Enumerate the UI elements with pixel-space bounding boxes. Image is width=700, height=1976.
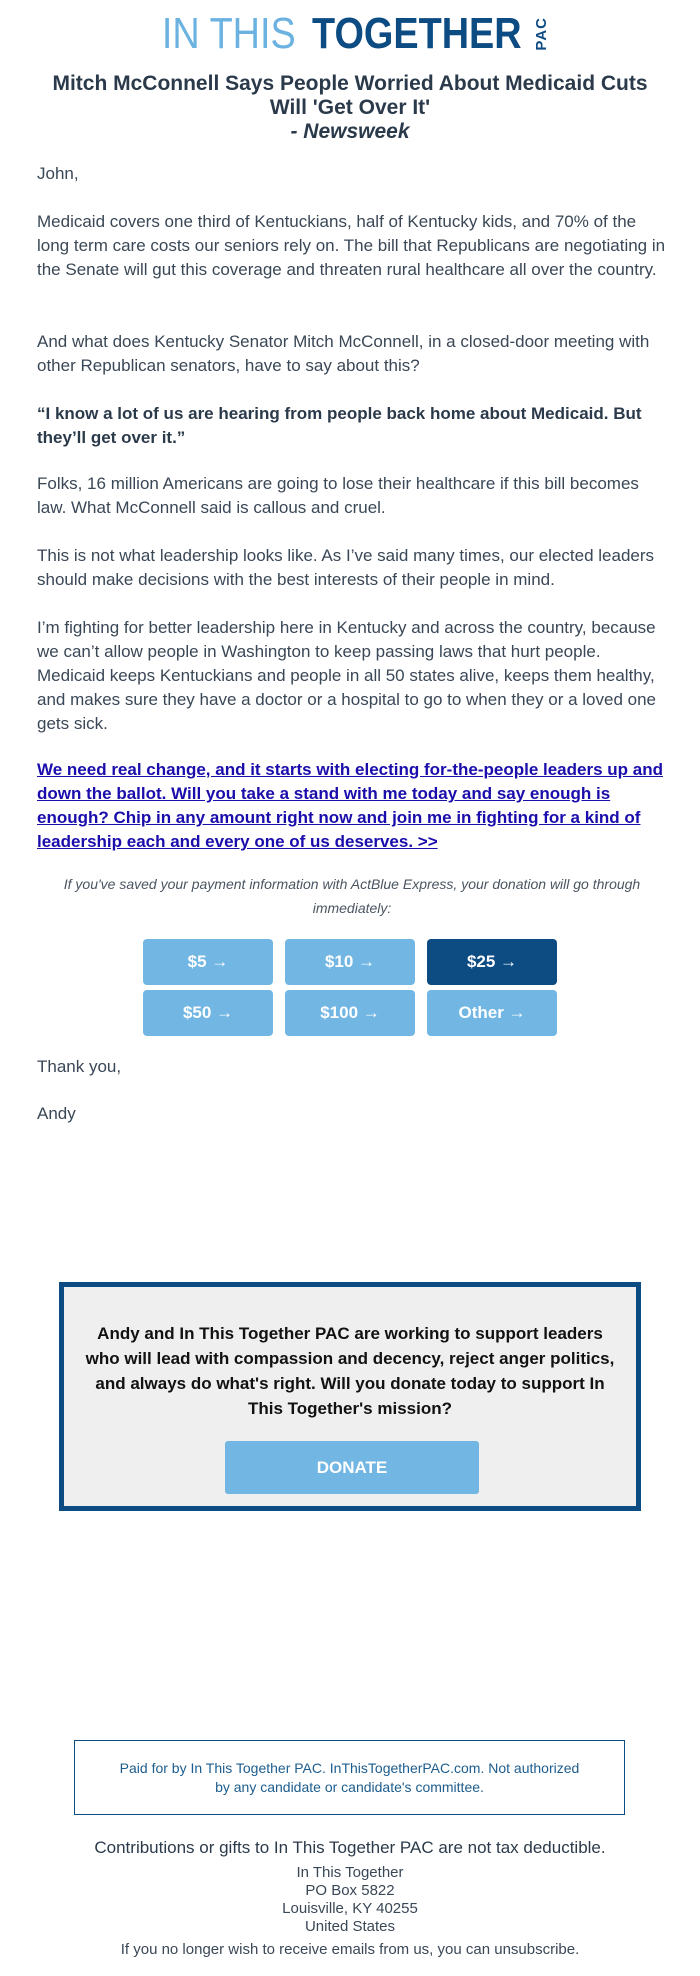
paragraph-mcconnell-question: And what does Kentucky Senator Mitch McConnell, in a closed-door meeting with other Republican senators, have to say about this? [37, 332, 650, 375]
donate-25-button[interactable]: $25 → [427, 939, 557, 985]
pac-logo [0, 9, 700, 58]
headline-source: - Newsweek [290, 120, 410, 143]
actblue-note: If you've saved your payment information with ActBlue Express, your donation will go through immediately: [63, 876, 641, 916]
address-city: Louisville, KY 40255 [282, 1900, 418, 1917]
signoff-name: Andy [37, 1104, 76, 1123]
paid-for-disclaimer: Paid for by In This Together PAC. InThisTogetherPAC.com. Not authorized by any candidate or candidate's committee. [74, 1740, 625, 1815]
paragraph-leadership: This is not what leadership looks like. As I’ve said many times, our elected leaders should make decisions with the best interests of their people in mind. [37, 546, 655, 589]
cta-donate-link[interactable]: We need real change, and it starts with electing for-the-people leaders up and down the ballot. Will you take a stand with me today and say enough is enough? Chip in any amount right now and join me in fighting for a kind of leadership each and every one of us deserves. >> [37, 760, 663, 851]
paragraph-fighting: I’m fighting for better leadership here in Kentucky and across the country, because we can’t allow people in Washington to keep passing laws that hurt people. Medicaid keeps Kentuckians and people in all 50 states alive, keeps them healthy, and makes sure they have a doctor or a hospital to go to when they or a loved one gets sick. [37, 618, 656, 733]
donate-100-button[interactable]: $100 → [285, 990, 415, 1036]
logo-text-together: TOGETHER [311, 9, 522, 58]
address-country: United States [304, 1918, 396, 1935]
paragraph-callous: Folks, 16 million Americans are going to lose their healthcare if this bill becomes law. What McConnell said is callous and cruel. [37, 474, 639, 517]
tax-disclaimer: Contributions or gifts to In This Together PAC are not tax deductible. [94, 1838, 606, 1857]
donate-50-button[interactable]: $50 → [143, 990, 273, 1036]
address-pobox: PO Box 5822 [305, 1882, 395, 1899]
donate-5-button[interactable]: $5 → [143, 939, 273, 985]
logo-text-pac: PAC [533, 17, 551, 51]
cta-paragraph [37, 758, 667, 854]
mission-text: Andy and In This Together PAC are working to support leaders who will lead with compassion and decency, reject anger politics, and always do what's right. Will you donate today to support In This Together's mission? [85, 1324, 615, 1418]
signoff-thanks: Thank you, [37, 1057, 122, 1076]
paragraph-medicaid-coverage: Medicaid covers one third of Kentuckians, half of Kentucky kids, and 70% of the long term care costs our seniors rely on. The bill that Republicans are negotiating in the Senate will gut this coverage and threaten rural healthcare all over the country. [37, 212, 666, 279]
headline-line-2: Will 'Get Over It' [269, 96, 431, 119]
mcconnell-quote: “I know a lot of us are hearing from people back home about Medicaid. But they’ll get over it.” [37, 404, 642, 447]
donate-other-button[interactable]: Other → [427, 990, 557, 1036]
address-org: In This Together [296, 1864, 404, 1881]
unsubscribe-text[interactable]: If you no longer wish to receive emails from us, you can unsubscribe. [120, 1941, 580, 1958]
mission-box [59, 1282, 641, 1511]
mailing-address [0, 1864, 700, 1936]
donate-10-button[interactable]: $10 → [285, 939, 415, 985]
greeting: John, [37, 164, 79, 183]
logo-text-in-this: IN THIS [161, 9, 296, 58]
headline [30, 72, 670, 144]
donate-button[interactable]: DONATE [225, 1441, 479, 1494]
headline-line-1: Mitch McConnell Says People Worried About Medicaid Cuts [52, 72, 648, 95]
